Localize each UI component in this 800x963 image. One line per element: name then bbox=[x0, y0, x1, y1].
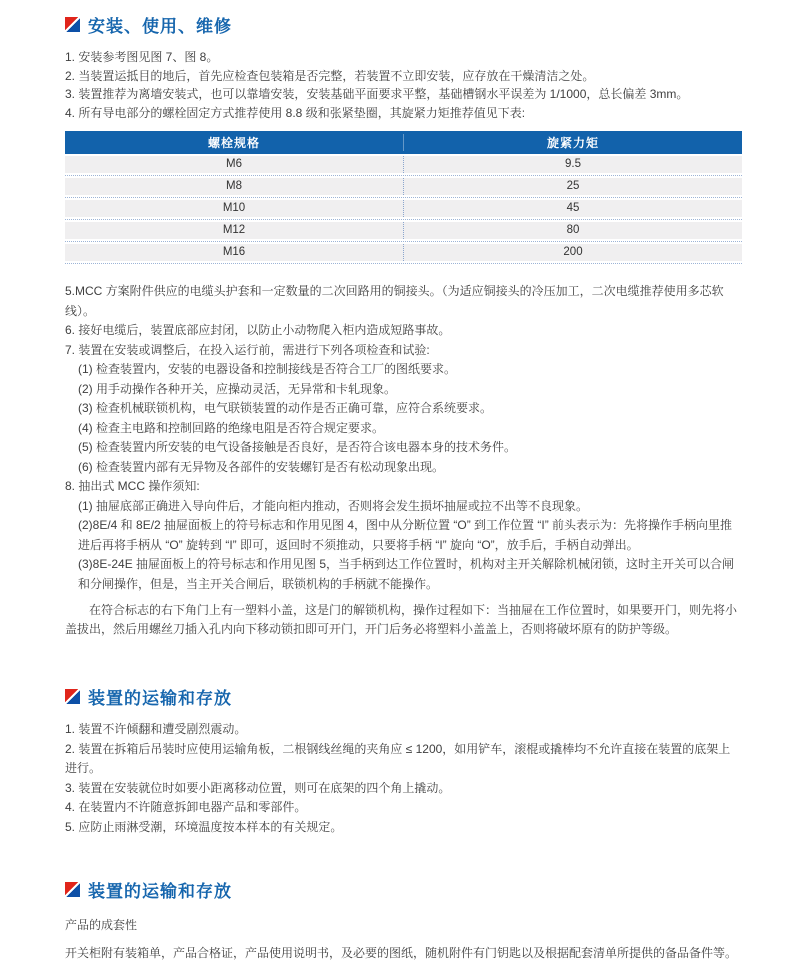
section2-title: 装置的运输和存放 bbox=[88, 689, 232, 708]
sub-list-item: (5) 检查装置内所安装的电气设备接触是否良好，是否符合该电器本身的技术务件。 bbox=[78, 440, 517, 454]
section2-list bbox=[65, 720, 742, 837]
table-cell: M12 bbox=[65, 222, 404, 239]
list-item: 7. 装置在安装或调整后，在投入运行前，需进行下列各项检查和试验: bbox=[65, 342, 430, 357]
table-cell: 25 bbox=[566, 180, 580, 192]
list-item: 3. 装置推荐为离墙安装式，也可以靠墙安装，安装基础平面要求平整，基础槽钢水平误差为 1/1000，总长偏差 3mm。 bbox=[65, 87, 689, 101]
table-cell: M10 bbox=[65, 200, 404, 217]
list-item: 8. 抽出式 MCC 操作须知: bbox=[65, 479, 200, 493]
section1-list-continued bbox=[65, 282, 742, 639]
table-row bbox=[65, 156, 742, 173]
table-cell: 45 bbox=[566, 202, 580, 214]
list-item: 2. 当装置运抵目的地后，首先应检查包装箱是否完整，若装置不立即安装，应存放在干燥清洁之处。 bbox=[65, 68, 595, 83]
section1-header bbox=[65, 12, 742, 37]
section1-list bbox=[65, 48, 742, 122]
table-cell: 9.5 bbox=[565, 158, 581, 170]
sub-list-item: (6) 检查装置内部有无异物及各部件的安装螺钉是否有松动现象出现。 bbox=[78, 459, 445, 474]
sub-list-item: (1) 抽屉底部正确进入导向件后，才能向柜内推动，否则将会发生损坏抽屉或拉不出等不良现象。 bbox=[78, 498, 589, 513]
paragraph: 在符合标志的右下角门上有一塑料小盖，这是门的解锁机构，操作过程如下：当抽屉在工作位置时，如果要开门，则先将小盖拔出，然后用螺丝刀插入孔内向下移动锁扣即可开门，开门后务必将塑料小盖盖上，否则将破坏原有的防护等级。 bbox=[65, 603, 738, 636]
list-item: 5.MCC 方案附件供应的电缆头护套和一定数量的二次回路用的铜接头。（为适应铜接头的冷压加工，二次电缆推荐使用多芯软线）。 bbox=[65, 284, 724, 318]
table-cell: M8 bbox=[65, 178, 404, 195]
table-row bbox=[65, 244, 742, 261]
section2-header bbox=[65, 684, 742, 709]
list-item: 3. 装置在安装就位时如要小距离移动位置，则可在底架的四个角上撬动。 bbox=[65, 780, 451, 795]
section1-title: 安装、使用、维修 bbox=[88, 17, 232, 36]
sub-list-item: (2) 用手动操作各种开关，应操动灵活，无异常和卡轧现象。 bbox=[78, 381, 397, 396]
list-item: 6. 接好电缆后，装置底部应封闭，以防止小动物爬入柜内造成短路事故。 bbox=[65, 323, 451, 337]
torque-table bbox=[65, 131, 742, 266]
list-item: 1. 安装参考图见图 7、图 8。 bbox=[65, 50, 219, 64]
table-cell: 200 bbox=[563, 246, 583, 258]
list-item: 1. 装置不许倾翻和遭受剧烈震动。 bbox=[65, 722, 247, 736]
table-header-cell: 旋紧力矩 bbox=[546, 136, 599, 150]
section-marker-icon bbox=[65, 689, 80, 704]
sub-list-item: (1) 检查装置内，安装的电器设备和控制接线是否符合工厂的图纸要求。 bbox=[78, 362, 457, 376]
list-item: 4. 在装置内不许随意拆卸电器产品和零部件。 bbox=[65, 800, 307, 814]
sub-list-item: (3) 检查机械联锁机构，电气联锁装置的动作是否正确可靠，应符合系统要求。 bbox=[78, 401, 493, 415]
section3-subtitle: 产品的成套性 bbox=[65, 918, 138, 932]
table-cell: 80 bbox=[566, 224, 580, 236]
sub-list-item: (2)8E/4 和 8E/2 抽屉面板上的符号标志和作用见图 4，图中从分断位置 “O” 到工作位置 “I” 前头表示为：先将操作手柄向里推进后再将手柄从 “O” 旋转到 “I” 即可，返回时不须推动，只要将手柄 “I” 旋向 “O”，放手后，手柄自动弹出。 bbox=[78, 518, 733, 552]
section3-text: 开关柜附有装箱单，产品合格证，产品使用说明书，及必要的图纸，随机附件有门钥匙以及根据配套清单所提供的备品备件等。 bbox=[65, 946, 738, 960]
section3-header bbox=[65, 877, 742, 902]
table-header-cell: 螺栓规格 bbox=[65, 134, 404, 151]
list-item: 5. 应防止雨淋受潮，环境温度按本样本的有关规定。 bbox=[65, 819, 343, 834]
table-row bbox=[65, 200, 742, 217]
section-marker-icon bbox=[65, 17, 80, 32]
table-cell: M6 bbox=[65, 156, 404, 173]
table-row bbox=[65, 178, 742, 195]
table-cell: M16 bbox=[65, 244, 404, 261]
row-separator bbox=[65, 261, 742, 266]
table-row bbox=[65, 222, 742, 239]
sub-list-item: (3)8E-24E 抽屉面板上的符号标志和作用见图 5，当手柄到达工作位置时，机构对主开关解除机械闭锁，这时主开关可以合闸和分闸操作，但是，当主开关合闸后，联锁机构的手柄就不能操作。 bbox=[78, 557, 735, 591]
sub-list-item: (4) 检查主电路和控制回路的绝缘电阻是否符合规定要求。 bbox=[78, 420, 385, 435]
section3-title: 装置的运输和存放 bbox=[88, 882, 232, 901]
list-item: 4. 所有导电部分的螺栓固定方式推荐使用 8.8 级和张紧垫圈，其旋紧力矩推荐值见下表: bbox=[65, 105, 526, 120]
list-item: 2. 装置在拆箱后吊装时应使用运输角板，二根钢线丝绳的夹角应 ≤ 1200，如用铲车，滚棍或撬棒均不允许直接在装置的底架上进行。 bbox=[65, 741, 731, 775]
section-marker-icon bbox=[65, 882, 80, 897]
table-header-row bbox=[65, 131, 742, 154]
